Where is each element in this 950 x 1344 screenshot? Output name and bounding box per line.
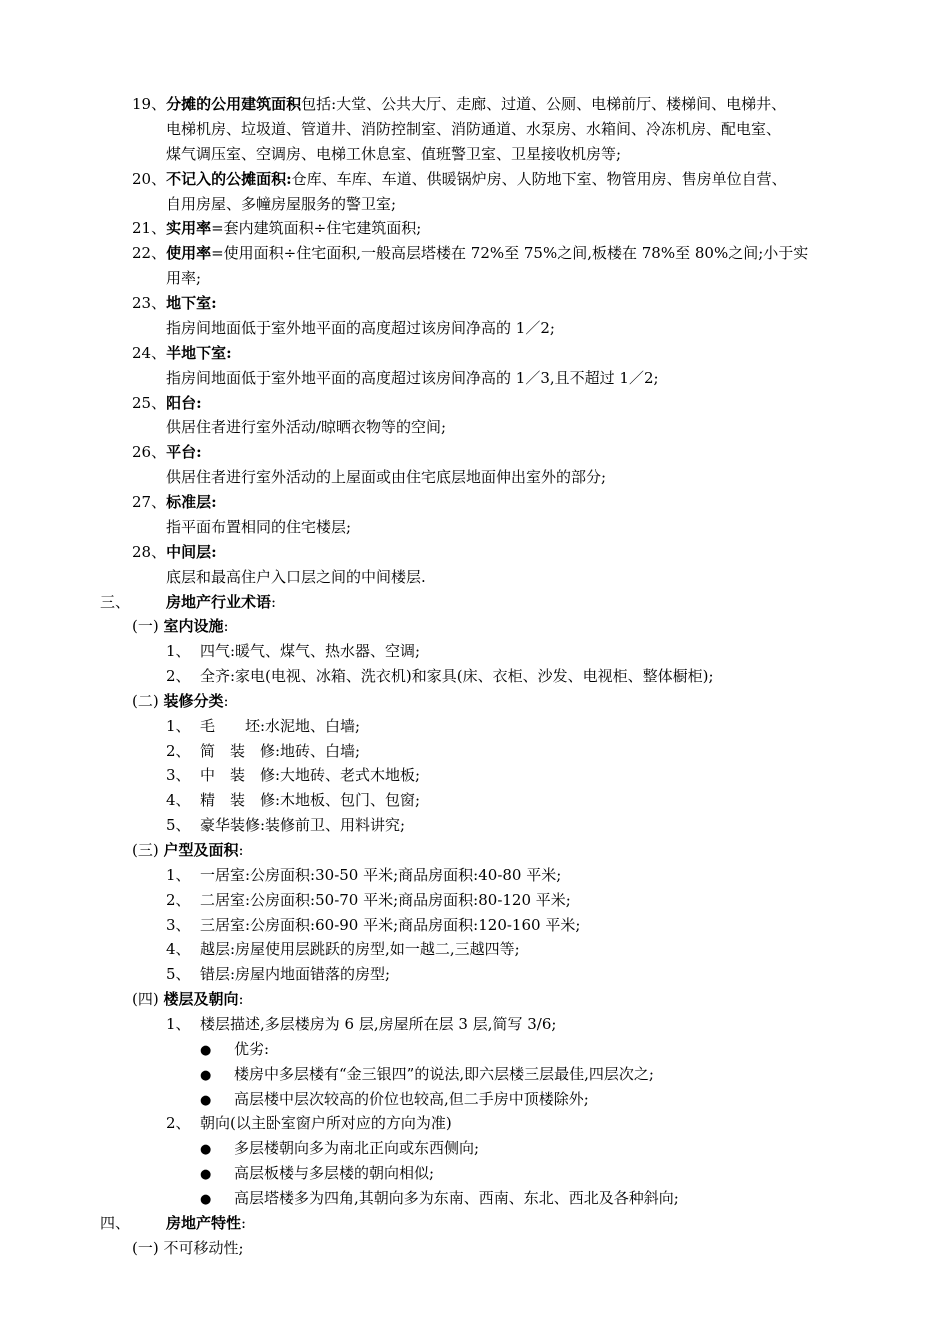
list-item: 4、 越层:房屋使用层跳跃的房型,如一越二,三越四等; <box>166 940 520 958</box>
def-27: 27、标准层: <box>132 493 217 511</box>
bullet-icon: ● <box>200 1043 212 1058</box>
def-23: 23、地下室: <box>132 294 217 312</box>
list-item: 1、 毛 坯:水泥地、白墙; <box>166 717 361 735</box>
def-20-cont: 自用房屋、多幢房屋服务的警卫室; <box>166 195 397 213</box>
list-item: 5、 错层:房屋内地面错落的房型; <box>166 965 391 983</box>
def-19-cont-1: 电梯机房、垃圾道、管道井、消防控制室、消防通道、水泵房、水箱间、冷冻机房、配电室、 <box>166 120 782 138</box>
subsection-3-1-heading: (一) 室内设施: <box>132 617 229 635</box>
def-24-desc: 指房间地面低于室外地平面的高度超过该房间净高的 1／3,且不超过 1／2; <box>166 369 659 387</box>
def-28: 28、中间层: <box>132 543 217 561</box>
list-item: 1、 一居室:公房面积:30-50 平米;商品房面积:40-80 平米; <box>166 866 562 884</box>
bullet-icon: ● <box>200 1192 212 1207</box>
def-22: 22、使用率=使用面积÷住宅面积,一般高层塔楼在 72%至 75%之间,板楼在 78%至 80%之间;小于实 <box>132 244 809 262</box>
def-19-cont-2: 煤气调压室、空调房、电梯工休息室、值班警卫室、卫星接收机房等; <box>166 145 622 163</box>
def-25-desc: 供居住者进行室外活动/晾晒衣物等的空间; <box>166 418 447 436</box>
def-28-desc: 底层和最高住户入口层之间的中间楼层. <box>166 568 426 586</box>
bullet-item: ● 高层板楼与多层楼的朝向相似; <box>200 1161 434 1185</box>
subsection-3-3-heading: (三) 户型及面积: <box>132 841 244 859</box>
def-21: 21、实用率=套内建筑面积÷住宅建筑面积; <box>132 219 422 237</box>
subsection-3-4-heading: (四) 楼层及朝向: <box>132 990 244 1008</box>
bullet-icon: ● <box>200 1142 212 1157</box>
def-24: 24、半地下室: <box>132 344 232 362</box>
list-item: 2、 简 装 修:地砖、白墙; <box>166 742 361 760</box>
def-25: 25、阳台: <box>132 394 202 412</box>
bullet-icon: ● <box>200 1093 212 1108</box>
bullet-icon: ● <box>200 1068 212 1083</box>
def-26-desc: 供居住者进行室外活动的上屋面或由住宅底层地面伸出室外的部分; <box>166 468 607 486</box>
bullet-item: ● 楼房中多层楼有“金三银四”的说法,即六层楼三层最佳,四层次之; <box>200 1062 654 1086</box>
def-20: 20、不记入的公摊面积:仓库、车库、车道、供暖锅炉房、人防地下室、物管用房、售房单位自营、 <box>132 170 787 188</box>
bullet-item: ● 优劣: <box>200 1037 269 1061</box>
list-item: 3、 三居室:公房面积:60-90 平米;商品房面积:120-160 平米; <box>166 916 581 934</box>
subsection-3-2-heading: (二) 装修分类: <box>132 692 229 710</box>
bullet-item: ● 高层塔楼多为四角,其朝向多为东南、西南、东北、西北及各种斜向; <box>200 1186 679 1210</box>
list-item: 1、 四气:暖气、煤气、热水器、空调; <box>166 642 421 660</box>
list-item: 2、 朝向(以主卧室窗户所对应的方向为准) <box>166 1114 452 1132</box>
list-item: 3、 中 装 修:大地砖、老式木地板; <box>166 766 421 784</box>
list-item: 4、 精 装 修:木地板、包门、包窗; <box>166 791 421 809</box>
def-22-cont: 用率; <box>166 269 202 287</box>
list-item: 2、 二居室:公房面积:50-70 平米;商品房面积:80-120 平米; <box>166 891 571 909</box>
subsection-4-1: (一) 不可移动性; <box>132 1239 244 1257</box>
def-26: 26、平台: <box>132 443 202 461</box>
list-item: 2、 全齐:家电(电视、冰箱、洗衣机)和家具(床、衣柜、沙发、电视柜、整体橱柜); <box>166 667 714 685</box>
bullet-item: ● 多层楼朝向多为南北正向或东西侧向; <box>200 1136 479 1160</box>
list-item: 1、 楼层描述,多层楼房为 6 层,房屋所在层 3 层,简写 3/6; <box>166 1015 557 1033</box>
list-item: 5、 豪华装修:装修前卫、用料讲究; <box>166 816 406 834</box>
bullet-icon: ● <box>200 1167 212 1182</box>
def-19: 19、分摊的公用建筑面积包括:大堂、公共大厅、走廊、过道、公厕、电梯前厅、楼梯间、电梯井、 <box>132 95 787 113</box>
bullet-item: ● 高层楼中层次较高的价位也较高,但二手房中顶楼除外; <box>200 1087 589 1111</box>
def-27-desc: 指平面布置相同的住宅楼层; <box>166 518 352 536</box>
def-23-desc: 指房间地面低于室外地平面的高度超过该房间净高的 1／2; <box>166 319 555 337</box>
section-3-heading: 三、 房地产行业术语: <box>100 593 277 611</box>
section-4-heading: 四、 房地产特性: <box>100 1214 247 1232</box>
